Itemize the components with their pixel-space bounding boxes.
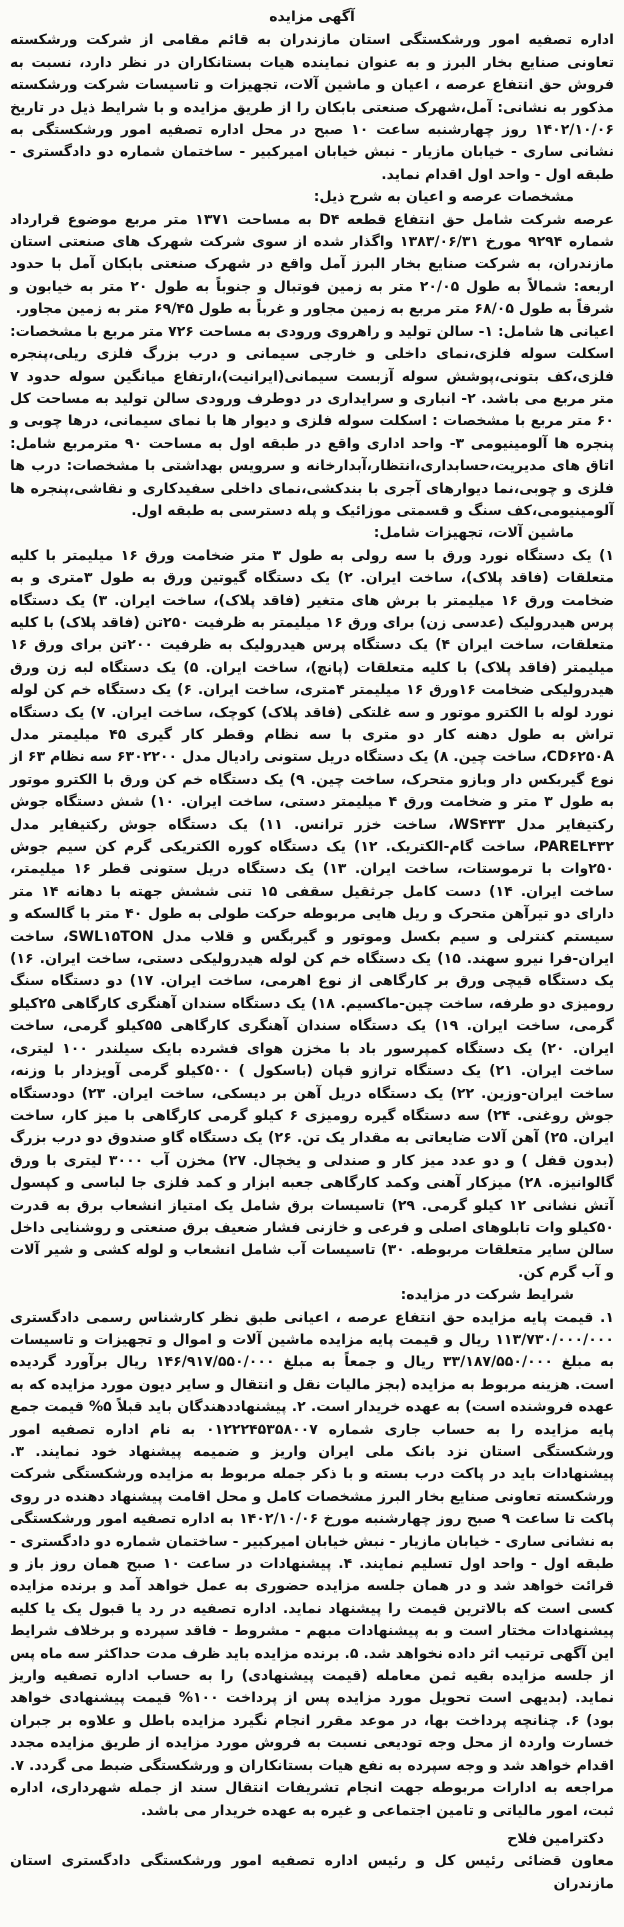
buildings-paragraph: اعیانی ها شامل: ۱- سالن تولید و راهروی ورودی به مساحت ۷۲۶ متر مربع با مشخصات: اسکلت سوله فلزی،نمای داخلی و خارجی سیمانی و درب بزرگ فلزی ریلی،پنجره فلزی،کف بتونی،پوشش سوله آزبست سیمانی(ایرانیت)،ارتفاع میانگین سوله حدود ۷ متر مربع می باشد. ۲- انباری و سرایداری در دوطرف ورودی سالن تولید به مساحت کل ۶۰ متر مربع با مشخصات : اسکلت سوله فلزی و دیوار ها با نمای سیمانی، درها چوبی و پنجره ها آلومینیومی ۳- واحد اداری واقع در طبقه اول به مساحت ۹۰ مترمربع شامل: اتاق های مدیریت،حسابداری،انتظار،آبدارخانه و سرویس بهداشتی با مشخصات: درب ها فلزی و چوبی،نما دیوارهای آجری با بندکشی،نمای داخلی سفیدکاری و نقاشی،پنجره ها آلومینیومی،کف سنگ و قسمتی موزائیک و پله دسترسی به طبقه اول. bbox=[10, 323, 615, 519]
conditions-heading: شرایط شرکت در مزایده: bbox=[400, 1287, 574, 1304]
machinery-paragraph: ۱) یک دستگاه نورد ورق با سه رولی به طول ۳ متر ضخامت ورق ۱۶ میلیمتر با کلیه متعلقات (فاقد پلاک)، ساخت ایران. ۲) یک دستگاه گیوتین ورق به طول ۳متری و به ضخامت ورق ۱۶ میلیمتر با برش های متغیر (فاقد پلاک)، ساخت ایران. ۳) یک دستگاه پرس هیدرولیک (عدسی زن) برای ورق ۱۶ میلیمتر به ظرفیت ۲۵۰تن (فاقد پلاک) با کلیه متعلقات، ساخت ایران ۴) یک دستگاه پرس هیدرولیک به ظرفیت ۲۰۰تن برای ورق ۱۶ میلیمتر (فاقد پلاک) با کلیه متعلقات (پانچ)، ساخت ایران. ۵) یک دستگاه لبه زن ورق هیدرولیکی ضخامت ۱۶ورق ۱۶ میلیمتر ۴متری، ساخت ایران. ۶) یک دستگاه خم کن لوله نورد لوله با الکترو موتور و سه غلتکی (فاقد پلاک) کوچک، ساخت ایران. ۷) یک دستگاه تراش به طول دهنه کار دو متری با سه نظام وقطر کار گیری ۴۵ میلیمتر مدل CD۶۲۵۰A، ساخت چین. ۸) یک دستگاه دریل ستونی رادیال مدل ۶۳۰۲۲۰۰ سه نظام ۶۳ از نوع گیربکس دار وبازو متحرک، ساخت چین. ۹) یک دستگاه خم کن ورق با الکترو موتور به طول ۳ متر و ضخامت ورق ۴ میلیمتر دستی، ساخت ایران. ۱۰) شش دستگاه جوش رکتیفایر مدل WS۴۳۳، ساخت خزر ترانس. ۱۱) یک دستگاه جوش رکتیفایر مدل PAREL۴۳۲، ساخت گام-الکتریک. ۱۲) یک دستگاه کوره الکتریکی گرم کن سیم جوش ۲۵۰وات با ترموستات، ساخت ایران. ۱۳) یک دستگاه دریل ستونی قطر ۱۶ میلیمتر، ساخت ایران. ۱۴) دست کامل جرثقیل سقفی ۱۵ تنی ششش جهته با دهانه ۱۴ متر دارای دو تیرآهن متحرک و ریل هایی مربوطه حرکت طولی به طول ۴۰ متر با گالسکه و سیستم کنترلی و سیم بکسل وموتور و گیربگس و قلاب مدل SWL۱۵TON، ساخت ایران-فرا نیرو سهند. ۱۵) یک دستگاه خم کن لوله هیدرولیکی دستی، ساخت ایران. ۱۶) یک دستگاه قیچی ورق بر کارگاهی از نوع اهرمی، ساخت ایران. ۱۷) دو دستگاه سنگ رومیزی دو طرفه، ساخت چین-ماکسیم. ۱۸) یک دستگاه سندان آهنگری کارگاهی ۲۵کیلو گرمی، ساخت ایران. ۱۹) یک دستگاه سندان آهنگری کارگاهی ۵۵کیلو گرمی، ساخت ایران. ۲۰) یک دستگاه کمپرسور باد با مخزن هوای فشرده بایک سیلندر ۱۰۰ لیتری، ساخت ایران. ۲۱) یک دستگاه ترازو قپان (باسکول ) ۵۰۰کیلو گرمی آویزدار با وزنه، ساخت ایران-وزین. ۲۲) یک دستگاه دریل آهن بر دیسکی، ساخت ایران. ۲۳) دودستگاه جوش روغنی. ۲۴) سه دستگاه گیره رومیزی ۶ کیلو گرمی کارگاهی با میز کار، ساخت ایران. ۲۵) آهن آلات ضایعاتی به مقدار یک تن. ۲۶) یک دستگاه گاو صندوق دو درب بزرگ (بدون قفل ) و دو عدد میز کار و صندلی و یخچال. ۲۷) مخزن آب ۳۰۰۰ لیتری با ورق گالوانیزه. ۲۸) میزکار آهنی وکمد کارگاهی جعبه ابزار و کمد فلزی جا لباسی و کپسول آتش نشانی ۱۲ کیلو گرمی. ۲۹) تاسیسات برق شامل یک امتیاز انشعاب برق به قدرت ۵۰کیلو وات تابلوهای اصلی و فرعی و خازنی فشار ضعیف برق صنعتی و روشنایی داخل سالن سایر متعلقات مربوطه. ۳۰) تاسیسات آب شامل انشعاب و لوله کشی و شیر آلات و آب گرم کن. bbox=[10, 547, 615, 1281]
intro-paragraph: اداره تصفیه امور ورشکستگی استان مازندران به قائم مقامی از شرکت ورشکسته تعاونی صنایع بخار البرز و به عنوان نماینده هیات بستانکاران در نظر دارد، نسبت به فروش حق انتفاع عرصه ، اعیان و ماشین آلات، تجهیزات و تاسیسات شرکت ورشکسته مذکور به نشانی: آمل،شهرک صنعتی بابکان را از طریق مزایده و با شرایط ذیل در تاریخ ۱۴۰۲/۱۰/۰۶ روز چهارشنبه ساعت ۱۰ صبح در محل اداره تصفیه امور ورشکستگی به نشانی ساری - خیابان مازیار - نبش خیابان امیرکبیر - ساختمان شماره دو دادگستری - طبقه اول - واحد اول اقدام نماید. bbox=[10, 32, 615, 183]
land-paragraph: عرصه شرکت شامل حق انتفاع قطعه D۴ به مساحت ۱۳۷۱ متر مربع موضوع قرارداد شماره ۹۲۹۴ مورخ ۱۳۸۳/۰۶/۳۱ واگذار شده از سوی شرکت شهرک های صنعتی استان مازندران، به شرکت صنایع بخار البرز آمل واقع در شهرک صنعتی بابکان آمل با حدود اربعه: شمالاً به طول ۲۰/۰۵ متر به زمین فوتبال و جنوباً به طول ۲۰ متر به خیابون و شرقاً به طول ۶۸/۰۵ متر مربع به زمین مجاور و غرباً به طول ۶۹/۴۵ متر به زمین مجاور. bbox=[10, 211, 615, 318]
specs-heading: مشخصات عرصه و اعیان به شرح ذیل: bbox=[313, 189, 574, 206]
conditions-paragraph: ۱. قیمت پایه مزایده حق انتفاع عرصه ، اعیانی طبق نظر کارشناس رسمی دادگستری ۱۱۳/۷۳۰/۰۰۰/۰۰۰ ریال و قیمت پایه مزایده ماشین آلات و اموال و تجهیزات و تاسیسات به مبلغ ۳۳/۱۸۷/۵۵۰/۰۰۰ ریال و جمعاً به مبلغ ۱۴۶/۹۱۷/۵۵۰/۰۰۰ ریال برآورد گردیده است. هزینه مربوط به مزایده (بجز مالیات نقل و انتقال و سایر دیون مورد مزایده که به عهده فروشنده است) به عهده خریدار است. ۲. پیشنهاددهندگان باید قبلاً ۵% قیمت جمع پایه مزایده را به حساب جاری شماره ۰۱۲۲۲۴۵۳۵۸۰۰۷ به نام اداره تصفیه امور ورشکستگی استان نزد بانک ملی ایران واریز و ضمیمه پیشنهاد خود نمایند. ۳. پیشنهادات باید در پاکت درب بسته و با ذکر جمله مربوط به مزایده ورشکستگی شرکت ورشکسته تعاونی صنایع بخار البرز مشخصات کامل و محل اقامت پیشنهاد دهنده در روی پاکت تا ساعت ۹ صبح روز چهارشنبه مورخ ۱۴۰۲/۱۰/۰۶ به اداره تصفیه امور ورشکستگی به نشانی ساری - خیابان مازیار - نبش خیابان امیرکبیر - ساختمان شماره دو دادگستری - طبقه اول - واحد اول تسلیم نمایند. ۴. پیشنهادات در ساعت ۱۰ صبح همان روز باز و قرائت خواهد شد و در همان جلسه مزایده حضوری به عمل خواهد آمد و برنده مزایده کسی است که بالاترین قیمت را پیشنهاد نماید. اداره تصفیه در رد یا قبول یک یا کلیه پیشنهادات مختار است و به پیشنهادات مبهم - مشروط - فاقد سپرده و برخلاف شرایط این آگهی ترتیب اثر داده نخواهد شد. ۵. برنده مزایده باید ظرف مدت حداکثر سه ماه پس از جلسه مزایده بقیه ثمن معامله (قیمت پیشنهادی) را به حساب اداره تصفیه واریز نماید. (بدیهی است تحویل مورد مزایده پس از پرداخت ۱۰۰% قیمت پیشنهادی خواهد بود) ۶. چنانچه پرداخت بها، در موعد مقرر انجام نگیرد مزایده باطل و علاوه بر جبران خسارت واردہ از محل وجه تودیعی نسبت به فروش مورد مزایده از طریق مزایده مجدد اقدام خواهد شد و وجه سپرده به نفع هیات بستانکاران و ورشکستگی ضبط می گردد. ۷. مراجعه به ادارات مربوطه جهت انجام تشریفات انتقال سند از جمله شهرداری، اداره ثبت، امور مالیاتی و تامین اجتماعی و غیره به عهده خریدار می باشد. bbox=[10, 1309, 615, 1819]
signature-title: معاون قضائی رئیس کل و رئیس اداره تصفیه امور ورشکستگی دادگستری استان مازندران bbox=[10, 1853, 614, 1892]
machinery-heading: ماشین آلات، تجهیزات شامل: bbox=[373, 525, 574, 542]
signature-name: دکترامین فلاح bbox=[507, 1830, 604, 1847]
signature-block bbox=[10, 1828, 614, 1895]
notice-title: آگهی مزایده bbox=[269, 9, 355, 25]
